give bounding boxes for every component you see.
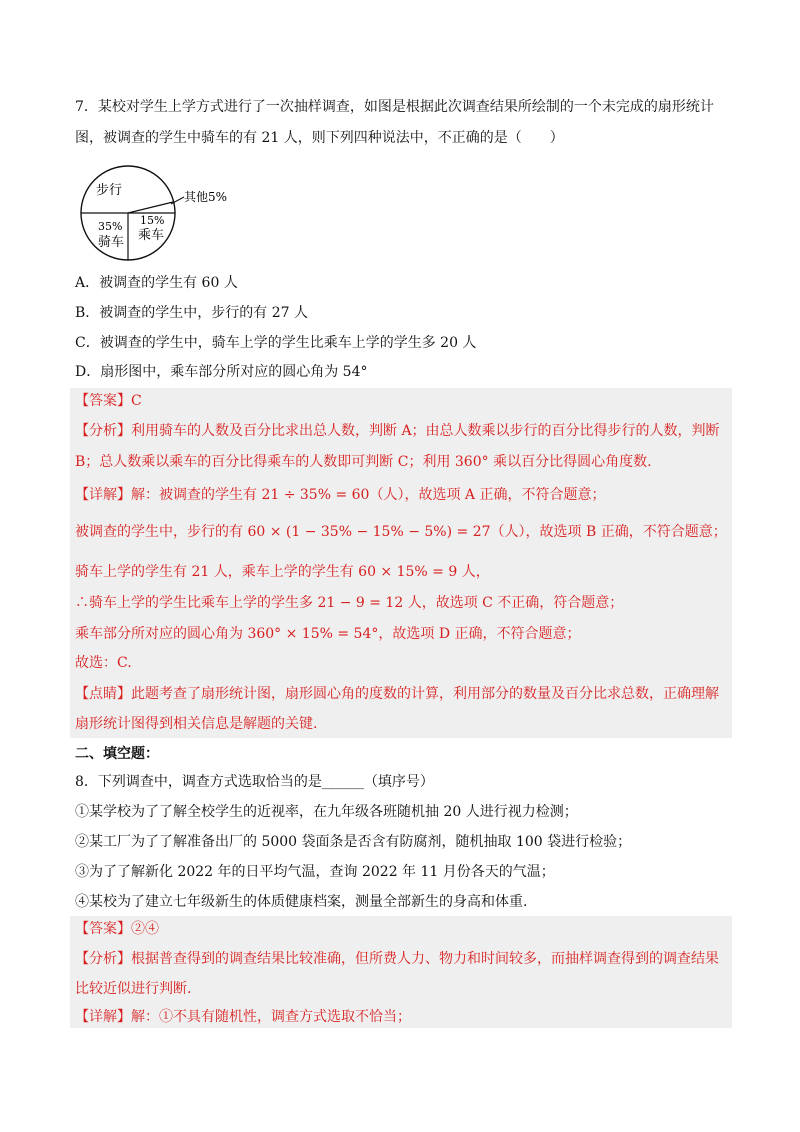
q7-detail-line6: 故选：C. bbox=[75, 655, 132, 671]
q7-detail-line5: 乘车部分所对应的圆心角为 360° × 15% = 54°，故选项 D 正确，不符合题意； bbox=[75, 626, 581, 642]
q7-analysis-line2: B；总人数乘以乘车的百分比得乘车的人数即可判断 C；利用 360° 乘以百分比得圆心角度数. bbox=[75, 454, 652, 470]
q7-comment-line1: 【点睛】此题考查了扇形统计图，扇形圆心角的度数的计算，利用部分的数量及百分比求总数，正确理解 bbox=[75, 686, 719, 702]
pie-label-bus: 乘车 bbox=[138, 228, 165, 243]
q8-detail-line1: 【详解】解：①不具有随机性，调查方式选取不恰当； bbox=[75, 1009, 411, 1025]
q7-detail-line1: 【详解】解：被调查的学生有 21 ÷ 35% = 60（人），故选项 A 正确，不符合题意； bbox=[75, 487, 606, 503]
q7-option-d: D．扇形图中，乘车部分所对应的圆心角为 54° bbox=[75, 364, 368, 380]
pie-divider-other bbox=[128, 202, 173, 213]
q8-analysis-line1: 【分析】根据普查得到的调查结果比较准确，但所费人力、物力和时间较多，而抽样调查得到的调查结果 bbox=[75, 951, 719, 967]
q8-stem: 8．下列调查中，调查方式选取恰当的是______（填序号） bbox=[75, 774, 434, 790]
q7-option-c: C．被调查的学生中，骑车上学的学生比乘车上学的学生多 20 人 bbox=[75, 335, 477, 351]
q7-comment-line2: 扇形统计图得到相关信息是解题的关键. bbox=[75, 716, 318, 732]
q7-detail-line2: 被调查的学生中，步行的有 60 × (1 − 35% − 15% − 5%) = 27（人），故选项 B 正确，不符合题意； bbox=[75, 524, 727, 540]
q7-option-a: A．被调查的学生有 60 人 bbox=[75, 275, 238, 291]
q8-item-1: ①某学校为了了解全校学生的近视率，在九年级各班随机抽 20 人进行视力检测； bbox=[75, 804, 578, 820]
section-title-fill-in: 二、填空题： bbox=[75, 746, 159, 762]
q7-analysis-line1: 【分析】利用骑车的人数及百分比求出总人数，判断 A；由总人数乘以步行的百分比得步行的人数，判断 bbox=[75, 423, 720, 439]
q8-item-2: ②某工厂为了了解准备出厂的 5000 袋面条是否含有防腐剂，随机抽取 100 袋进行检验； bbox=[75, 834, 632, 850]
q7-stem-line1: 7．某校对学生上学方式进行了一次抽样调查，如图是根据此次调查结果所绘制的一个未完成的扇形统计 bbox=[75, 99, 714, 115]
pie-label-bus-percent: 15% bbox=[140, 214, 165, 227]
pie-label-bike-percent: 35% bbox=[98, 220, 123, 233]
q7-option-b: B．被调查的学生中，步行的有 27 人 bbox=[75, 305, 309, 321]
q8-item-4: ④某校为了建立七年级新生的体质健康档案，测量全部新生的身高和体重. bbox=[75, 894, 528, 910]
q7-detail-line4: ∴骑车上学的学生比乘车上学的学生多 21 − 9 = 12 人，故选项 C 不正确，符合题意； bbox=[75, 595, 624, 611]
pie-label-bike: 骑车 bbox=[98, 235, 125, 250]
q7-detail-line3: 骑车上学的学生有 21 人，乘车上学的学生有 60 × 15% = 9 人， bbox=[75, 564, 490, 580]
q8-answer: 【答案】②④ bbox=[75, 921, 159, 937]
pie-label-other: 其他5% bbox=[184, 190, 228, 204]
q7-stem-line2: 图，被调查的学生中骑车的有 21 人，则下列四种说法中，不正确的是（ ） bbox=[75, 130, 564, 146]
pie-chart-figure bbox=[70, 164, 250, 264]
q7-answer: 【答案】C bbox=[75, 393, 142, 409]
q8-item-3: ③为了了解新化 2022 年的日平均气温，查询 2022 年 11 月份各天的气温； bbox=[75, 864, 555, 880]
pie-label-walk: 步行 bbox=[96, 183, 123, 198]
q8-analysis-line2: 比较近似进行判断. bbox=[75, 981, 192, 997]
